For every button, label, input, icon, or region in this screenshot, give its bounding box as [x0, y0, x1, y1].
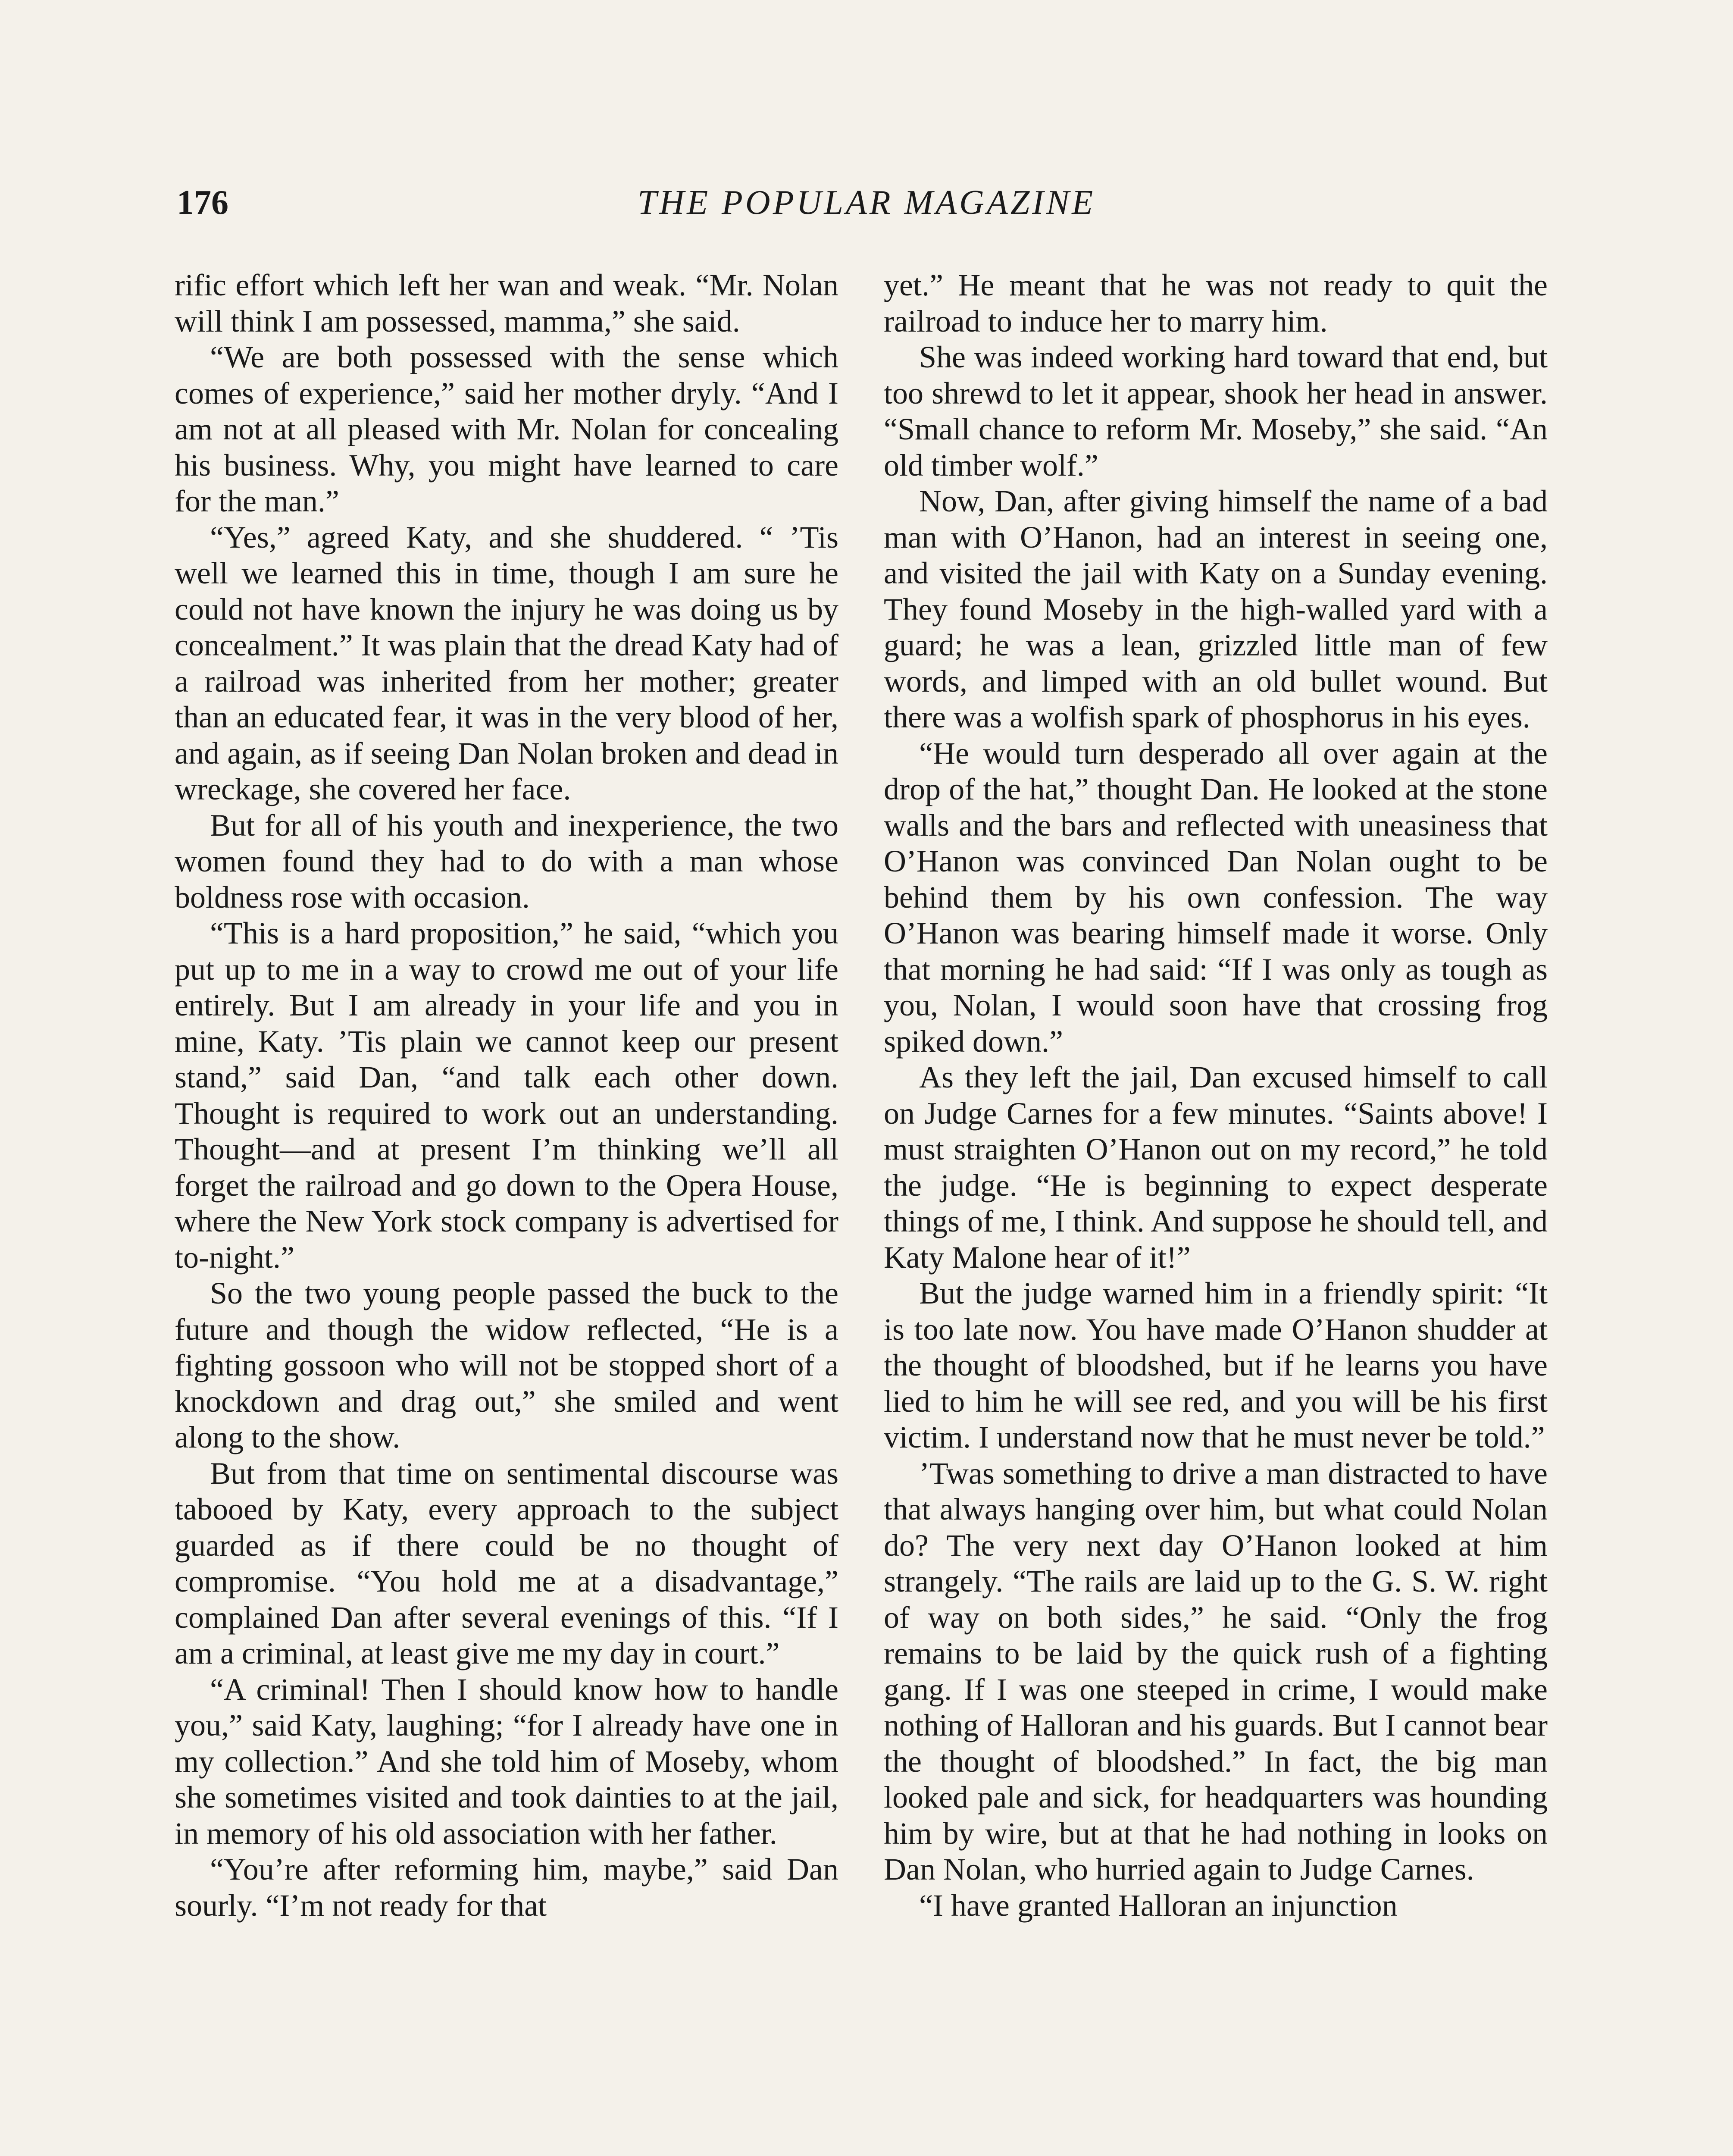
paragraph: But from that time on sentimental discourse was tabooed by Katy, every approach to the subject guarded as if there could be no thought of compromise. “You hold me at a disadvantage,” complained Dan after several evenings of this. “If I am a criminal, at least give me my day in court.” — [175, 1456, 838, 1670]
paragraph: As they left the jail, Dan excused himself to call on Judge Carnes for a few minutes. “Saints above! I must straighten O’Hanon out on my record,” he told the judge. “He is beginning to expect desperate things of me, I think. And suppose he should tell, and Katy Malone hear of it!” — [884, 1060, 1548, 1275]
paragraph: rific effort which left her wan and weak. “Mr. Nolan will think I am possessed, mamma,” she said. — [175, 268, 838, 338]
paragraph: yet.” He meant that he was not ready to quit the railroad to induce her to marry him. — [884, 268, 1548, 338]
paragraph: ’Twas something to drive a man distracted to have that always hanging over him, but what could Nolan do? The very next day O’Hanon looked at him strangely. “The rails are laid up to the G. S. W. right of way on both sides,” he said. “Only the frog remains to be laid by the quick rush of a fighting gang. If I was one steeped in crime, I would make nothing of Halloran and his guards. But I cannot bear the thought of bloodshed.” In fact, the big man looked pale and sick, for headquarters was hounding him by wire, but at that he had nothing in looks on Dan Nolan, who hurried again to Judge Carnes. — [884, 1456, 1548, 1887]
paragraph: “We are both possessed with the sense which comes of experience,” said her mother dryly. “And I am not at all pleased with Mr. Nolan for concealing his business. Why, you might have learned to care for the man.” — [175, 340, 838, 518]
paragraph: She was indeed working hard toward that end, but too shrewd to let it appear, shook her head in answer. “Small chance to reform Mr. Moseby,” she said. “An old timber wolf.” — [884, 340, 1548, 483]
paragraph: “Yes,” agreed Katy, and she shuddered. “ ’Tis well we learned this in time, though I am sure he could not have known the injury he was doing us by concealment.” It was plain that the dread Katy had of a railroad was inherited from her mother; greater than an educated fear, it was in the very blood of her, and again, as if seeing Dan Nolan broken and dead in wreckage, she covered her face. — [175, 520, 838, 806]
left-column — [175, 267, 838, 1924]
paragraph: “I have granted Halloran an injunction — [919, 1888, 1398, 1923]
paragraph: But the judge warned him in a friendly spirit: “It is too late now. You have made O’Hanon shudder at the thought of bloodshed, but if he learns you have lied to him he will see red, and you will be his first victim. I understand now that he must never be told.” — [884, 1276, 1548, 1454]
paragraph: Now, Dan, after giving himself the name of a bad man with O’Hanon, had an interest in seeing one, and visited the jail with Katy on a Sunday evening. They found Moseby in the high-walled yard with a guard; he was a lean, grizzled little man of few words, and limped with an old bullet wound. But there was a wolfish spark of phosphorus in his eyes. — [884, 484, 1548, 734]
right-column — [884, 267, 1548, 1924]
paragraph: “This is a hard proposition,” he said, “which you put up to me in a way to crowd me out of your life entirely. But I am already in your life and you in mine, Katy. ’Tis plain we cannot keep our present stand,” said Dan, “and talk each other down. Thought is required to work out an understanding. Thought—and at present I’m thinking we’ll all forget the railroad and go down to the Opera House, where the New York stock company is advertised for to-night.” — [175, 916, 838, 1275]
page-number: 176 — [177, 184, 228, 222]
paragraph: So the two young people passed the buck to the future and though the widow reflected, “He is a fighting gossoon who will not be stopped short of a knockdown and drag out,” she smiled and went along to the show. — [175, 1276, 838, 1454]
paragraph: “A criminal! Then I should know how to handle you,” said Katy, laughing; “for I already have one in my collection.” And she told him of Moseby, whom she sometimes visited and took dainties to at the jail, in memory of his old association with her father. — [175, 1672, 838, 1851]
paragraph: “He would turn desperado all over again at the drop of the hat,” thought Dan. He looked at the stone walls and the bars and reflected with uneasiness that O’Hanon was convinced Dan Nolan ought to be behind them by his own confession. The way O’Hanon was bearing himself made it worse. Only that morning he had said: “If I was only as tough as you, Nolan, I would soon have that crossing frog spiked down.” — [884, 736, 1548, 1059]
paragraph: “You’re after reforming him, maybe,” said Dan sourly. “I’m not ready for that — [175, 1852, 838, 1923]
running-head: THE POPULAR MAGAZINE — [637, 184, 1096, 222]
paragraph: But for all of his youth and inexperience, the two women found they had to do with a man whose boldness rose with occasion. — [175, 808, 838, 915]
